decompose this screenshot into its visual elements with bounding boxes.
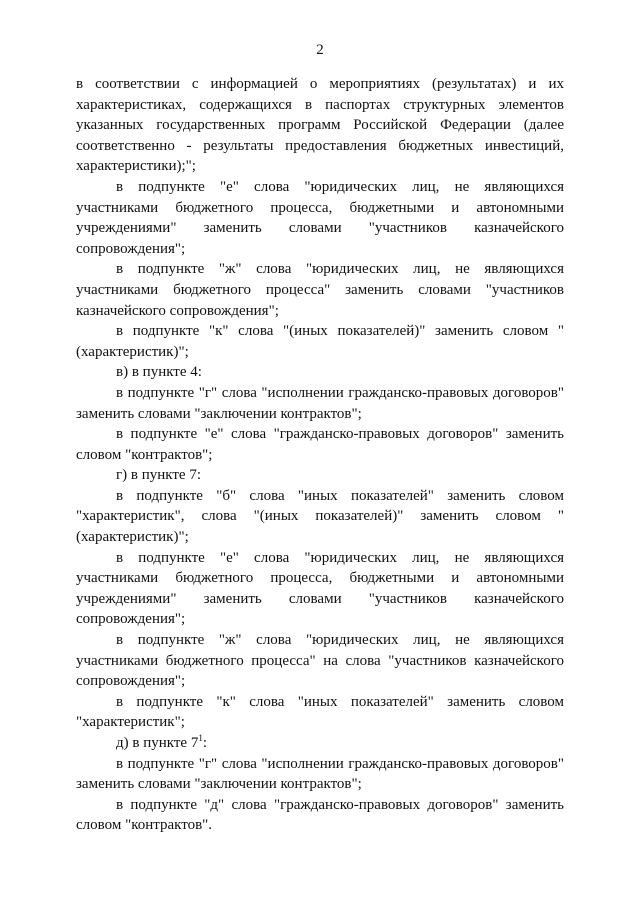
paragraph-2: в подпункте "е" слова "юридических лиц, не являющихся участниками бюджетного процесса, бюджетными и автономными учреждениями" заменить словами "участников казначейского сопровождения"; [76, 178, 564, 257]
paragraph-13-tail: : [202, 735, 207, 751]
paragraph-10: в подпункте "е" слова "юридических лиц, не являющихся участниками бюджетного процесса, бюджетными и автономными учреждениями" заменить словами "участников казначейского сопровождения"; [76, 549, 564, 628]
paragraph-1: в соответствии с информацией о мероприятиях (результатах) и их характеристиках, содержащихся в паспортах структурных элементов указанных государственных программ Российской Федерации (далее соответственно - результаты предоставления бюджетных инвестиций, характеристики);"; [76, 76, 564, 175]
paragraph-13 [76, 733, 564, 754]
paragraph-14: в подпункте "г" слова "исполнении гражданско-правовых договоров" заменить словами "заключении контрактов"; [76, 755, 564, 793]
paragraph-12: в подпункте "к" слова "иных показателей" заменить словом "характеристик"; [76, 693, 564, 731]
paragraph-15: в подпункте "д" слова "гражданско-правовых договоров" заменить словом "контрактов". [76, 796, 564, 834]
paragraph-9: в подпункте "б" слова "иных показателей" заменить словом "характеристик", слова "(иных показателей)" заменить словом "(характеристик)"; [76, 487, 564, 546]
paragraph-5: в) в пункте 4: [116, 364, 202, 381]
paragraph-4: в подпункте "к" слова "(иных показателей)" заменить словом "(характеристик)"; [76, 323, 564, 360]
document-body [76, 74, 564, 836]
paragraph-6: в подпункте "г" слова "исполнении гражданско-правовых договоров" заменить словами "заключении контрактов"; [76, 384, 564, 422]
paragraph-11: в подпункте "ж" слова "юридических лиц, не являющихся участниками бюджетного процесса" на слова "участников казначейского сопровождения"; [76, 632, 564, 690]
paragraph-7: в подпункте "е" слова "гражданско-правовых договоров" заменить словом "контрактов"; [76, 426, 564, 463]
paragraph-13-text: д) в пункте 7 [116, 735, 199, 751]
paragraph-8: г) в пункте 7: [116, 467, 202, 484]
paragraph-13-superscript: 1 [198, 733, 203, 743]
page-number: 2 [316, 42, 324, 58]
paragraph-3: в подпункте "ж" слова "юридических лиц, не являющихся участниками бюджетного процесса" заменить словами "участников казначейского сопровождения"; [76, 261, 564, 319]
